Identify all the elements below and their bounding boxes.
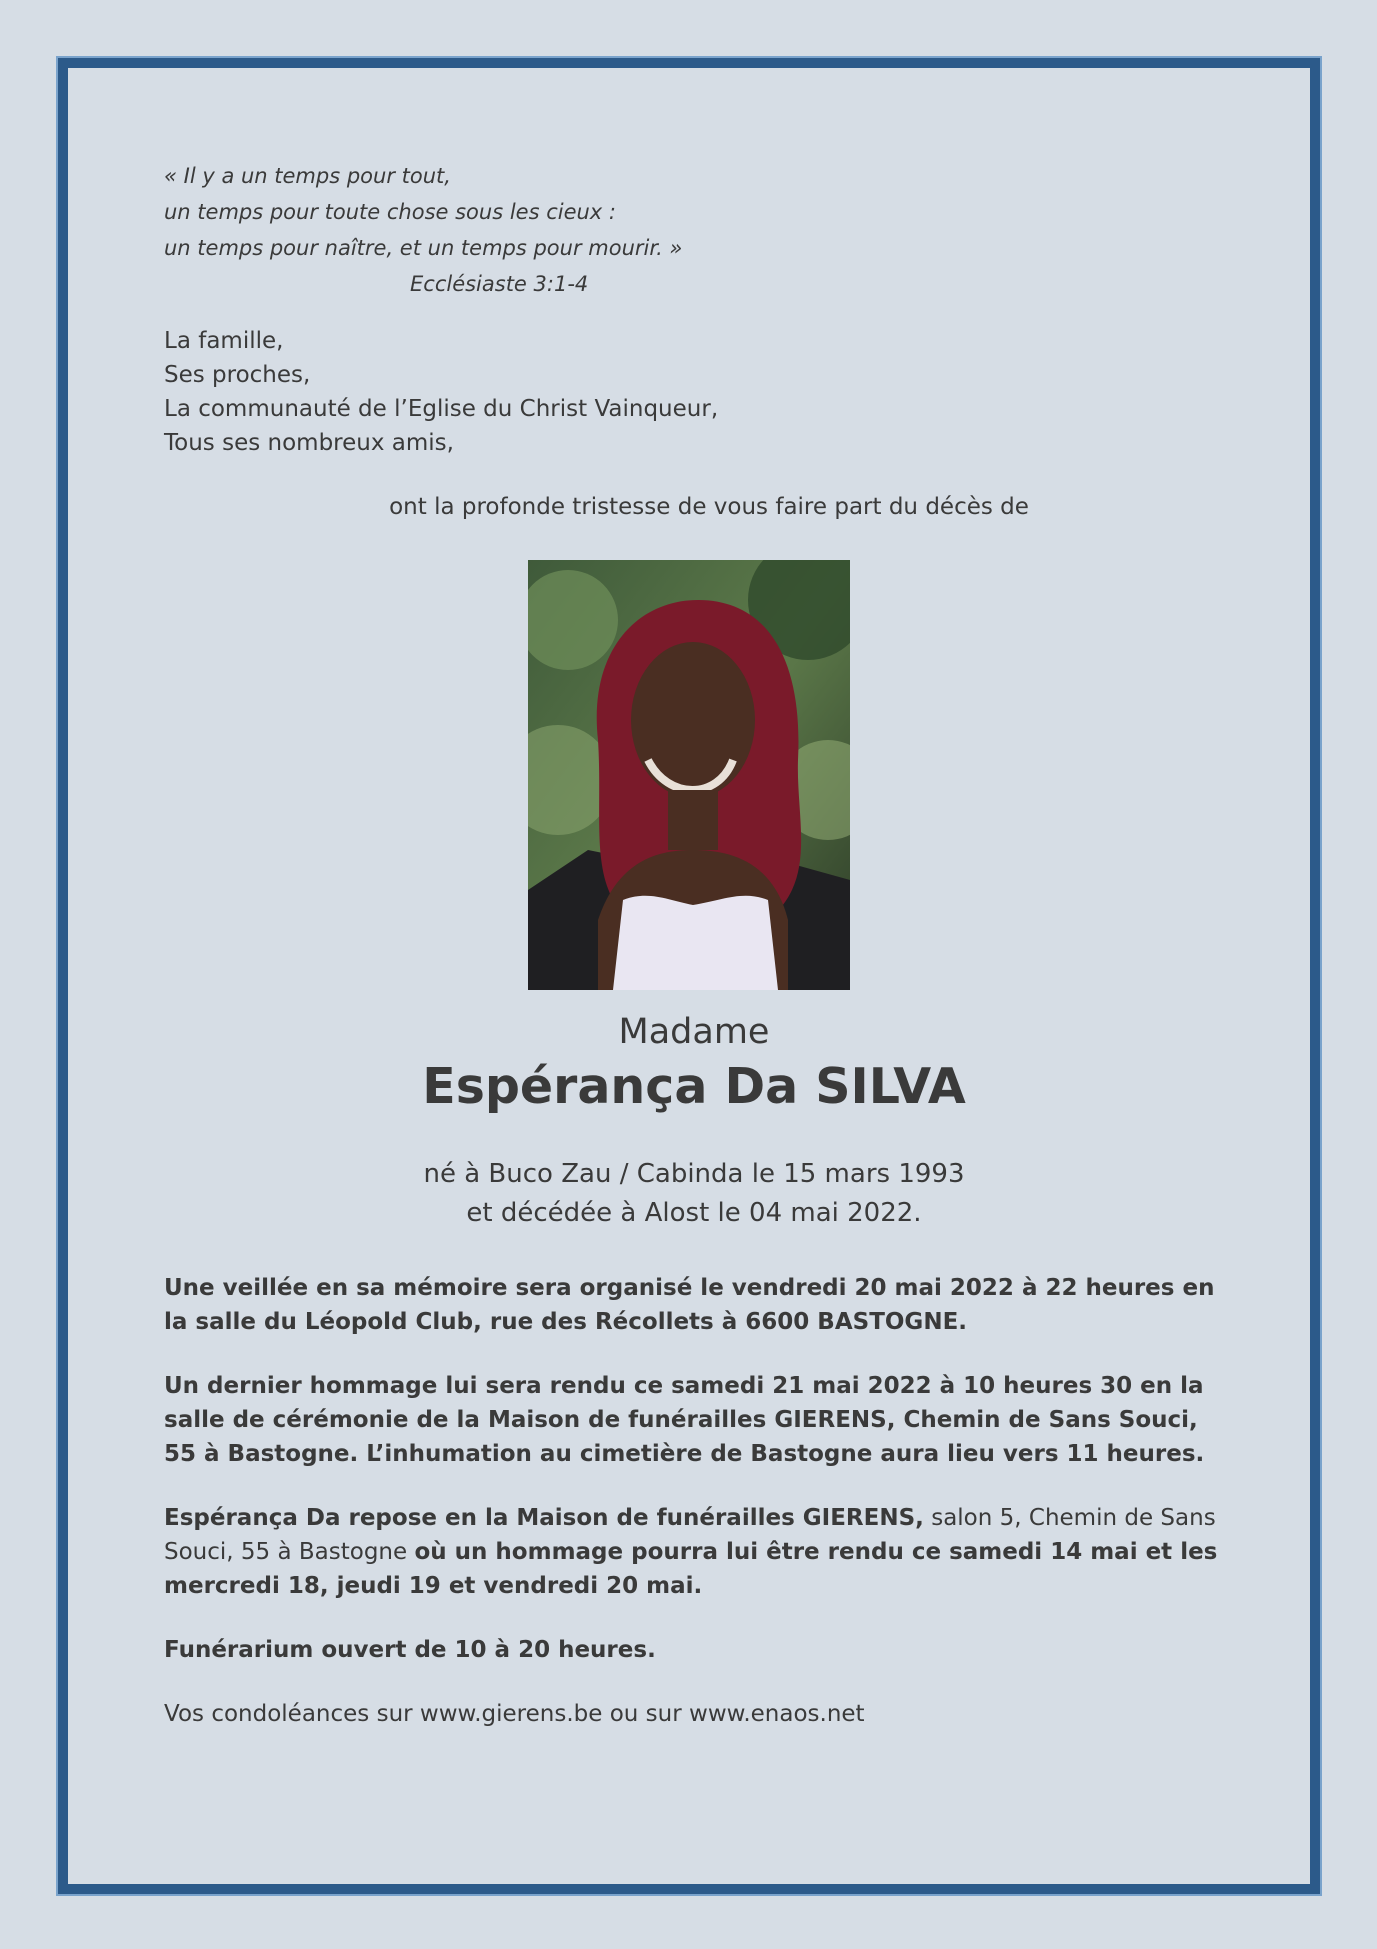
rest-part: salon 5, Chemin de Sans Souci, 55 à Bastogne (164, 1505, 1216, 1565)
rest-info (164, 1501, 1224, 1603)
family-list (164, 324, 1224, 460)
vigil-info: Une veillée en sa mémoire sera organisé le vendredi 20 mai 2022 à 22 heures en la salle du Léopold Club, rue des Récollets à 6600 BASTOGNE. (164, 1275, 1215, 1335)
obituary-page (164, 150, 1224, 1731)
bible-quote (164, 158, 1224, 302)
family-line: Ses proches, (164, 362, 311, 388)
family-line: La famille, (164, 328, 284, 354)
portrait-photo (528, 560, 850, 990)
rest-part-bold: Espérança Da repose en la Maison de funérailles GIERENS, (164, 1505, 924, 1531)
quote-line: « Il y a un temps pour tout, (164, 164, 451, 188)
birth-line: né à Buco Zau / Cabinda le 15 mars 1993 (423, 1159, 965, 1189)
funeral-home-hours: Funérarium ouvert de 10 à 20 heures. (164, 1637, 656, 1663)
death-line: et décédée à Alost le 04 mai 2022. (466, 1198, 922, 1228)
life-dates (164, 1155, 1224, 1233)
family-line: La communauté de l’Eglise du Christ Vainqueur, (164, 396, 719, 422)
announcement: ont la profonde tristesse de vous faire part du décès de (389, 494, 1029, 520)
rest-part-bold-2: où un hommage pourra lui être rendu ce samedi 14 mai et les mercredi 18, jeudi 19 et vendredi 20 mai. (164, 1539, 1218, 1599)
quote-line: un temps pour toute chose sous les cieux : (164, 200, 616, 224)
deceased-title: Madame (618, 1012, 770, 1052)
deceased-name: Espérança Da SILVA (422, 1058, 966, 1115)
condolences-info: Vos condoléances sur www.gierens.be ou sur www.enaos.net (164, 1701, 865, 1727)
ceremony-info: Un dernier hommage lui sera rendu ce samedi 21 mai 2022 à 10 heures 30 en la salle de cérémonie de la Maison de funérailles GIERENS, Chemin de Sans Souci, 55 à Bastogne. L’inhumation au cimetière de Bastogne aura lieu vers 11 heures. (164, 1373, 1205, 1467)
quote-line: un temps pour naître, et un temps pour mourir. » (164, 236, 683, 260)
quote-reference: Ecclésiaste 3:1-4 (410, 272, 589, 296)
family-line: Tous ses nombreux amis, (164, 430, 454, 456)
